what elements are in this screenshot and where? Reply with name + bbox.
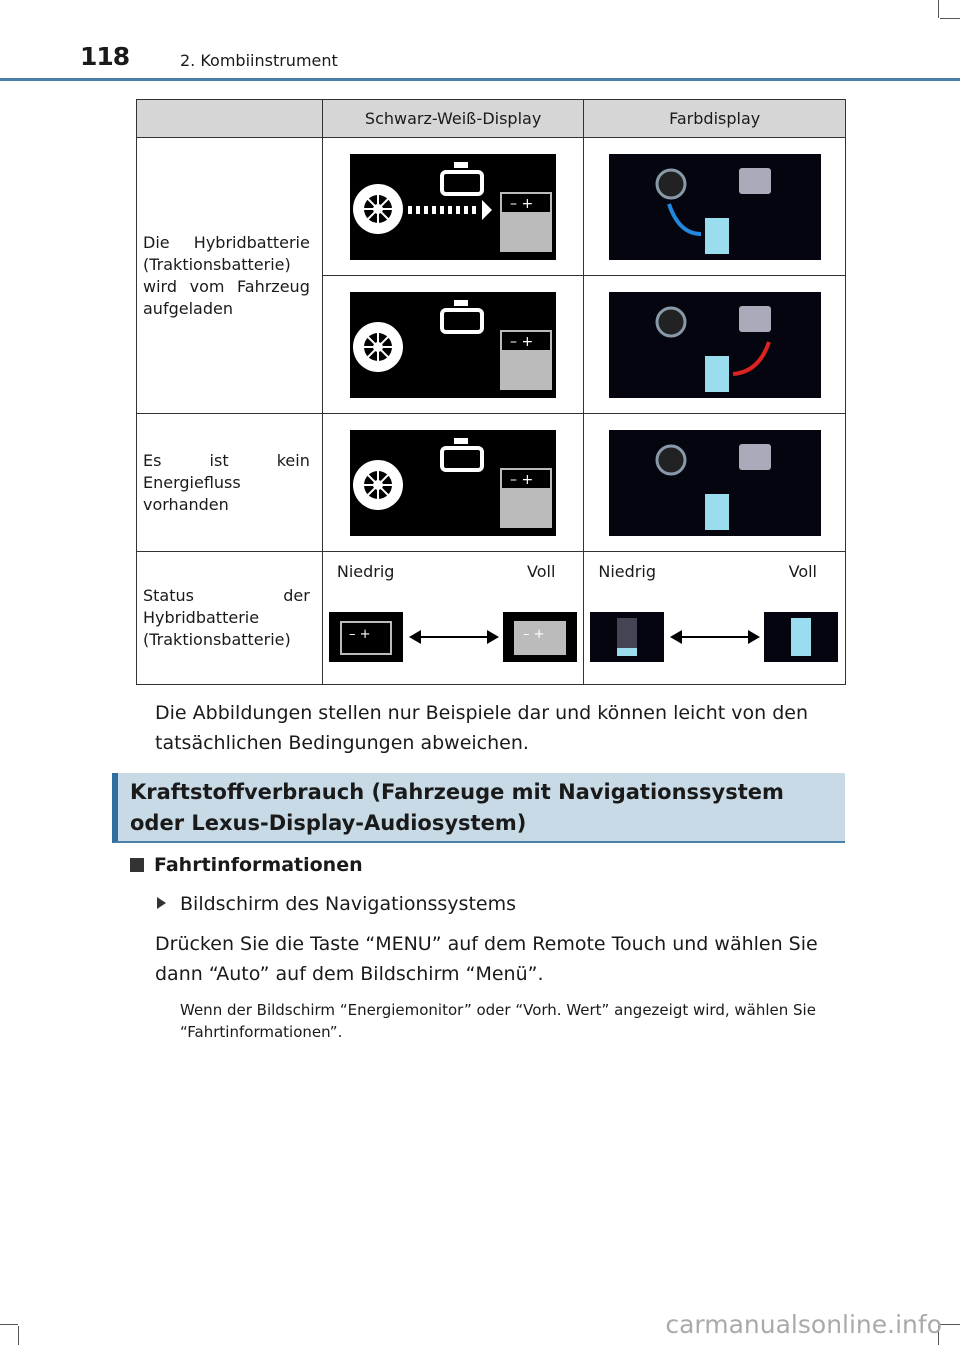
color-battery-full-icon bbox=[764, 612, 838, 662]
svg-text:– +: – + bbox=[510, 333, 534, 350]
table-header-bw: Schwarz-Weiß-Display bbox=[322, 100, 584, 138]
bw-full-label: Voll bbox=[527, 562, 556, 581]
svg-text:– +: – + bbox=[348, 627, 371, 642]
table-header-color: Farbdisplay bbox=[584, 100, 846, 138]
bw-screen-cell bbox=[322, 414, 584, 552]
watermark: carmanualsonline.info bbox=[665, 1310, 942, 1339]
double-arrow-icon bbox=[409, 629, 499, 645]
bullet-item bbox=[157, 893, 516, 915]
svg-text:– +: – + bbox=[510, 195, 534, 212]
image-disclaimer: Die Abbildungen stellen nur Beispiele dar und können leicht von den tatsächlichen Bedingungen abweichen. bbox=[155, 702, 809, 754]
table-header-empty bbox=[137, 100, 323, 138]
small-note: Wenn der Bildschirm “Energiemonitor” oder “Vorh. Wert” angezeigt wird, wählen Sie “Fahrtinformationen”. bbox=[180, 1001, 816, 1041]
color-charging-screen bbox=[609, 154, 821, 260]
color-battery-low-icon bbox=[590, 612, 664, 662]
crop-mark bbox=[940, 18, 960, 19]
subheading-text: Fahrtinformationen bbox=[154, 854, 363, 876]
bw-low-label: Niedrig bbox=[336, 562, 395, 581]
crop-mark bbox=[0, 1324, 18, 1325]
color-regen-screen bbox=[609, 292, 821, 398]
row-label-no-flow: Es ist kein Energiefluss vorhanden bbox=[137, 414, 323, 552]
svg-text:– +: – + bbox=[510, 471, 534, 488]
bw-charging-screen bbox=[350, 154, 556, 260]
bw-status-cell bbox=[322, 552, 584, 685]
crop-mark bbox=[940, 1324, 960, 1325]
square-bullet-icon bbox=[130, 858, 144, 872]
color-screen-cell bbox=[584, 138, 846, 276]
crop-mark bbox=[18, 1326, 19, 1345]
row-label-status: Status der Hybridbatterie (Traktionsbatterie) bbox=[137, 552, 323, 685]
color-low-label: Niedrig bbox=[598, 562, 656, 581]
svg-text:– +: – + bbox=[522, 627, 545, 642]
color-screen-cell bbox=[584, 276, 846, 414]
body-paragraph: Drücken Sie die Taste “MENU” auf dem Remote Touch und wählen Sie dann “Auto” auf dem Bildschirm “Menü”. bbox=[155, 933, 818, 985]
color-no-flow-screen bbox=[609, 430, 821, 536]
energy-display-table bbox=[136, 99, 846, 685]
bullet-text: Bildschirm des Navigationssystems bbox=[180, 893, 516, 915]
bw-no-flow-screen bbox=[350, 430, 556, 536]
crop-mark bbox=[938, 0, 939, 18]
color-status-cell bbox=[584, 552, 846, 685]
subheading bbox=[130, 854, 363, 876]
page-number: 118 bbox=[80, 42, 130, 71]
section-heading: Kraftstoffverbrauch (Fahrzeuge mit Navigationssystem oder Lexus-Display-Audiosystem) bbox=[112, 773, 845, 843]
bw-regen-screen bbox=[350, 292, 556, 398]
bw-screen-cell bbox=[322, 138, 584, 276]
bw-screen-cell bbox=[322, 276, 584, 414]
color-full-label: Voll bbox=[788, 562, 817, 581]
bw-battery-full-icon bbox=[503, 612, 577, 662]
row-label-charging: Die Hybridbatterie (Traktionsbatterie) wird vom Fahrzeug aufgeladen bbox=[137, 138, 323, 414]
triangle-bullet-icon bbox=[157, 897, 166, 909]
bw-battery-low-icon bbox=[329, 612, 403, 662]
color-screen-cell bbox=[584, 414, 846, 552]
chapter-title: 2. Kombiinstrument bbox=[180, 51, 338, 70]
header-rule bbox=[0, 78, 960, 81]
double-arrow-icon bbox=[670, 629, 760, 645]
